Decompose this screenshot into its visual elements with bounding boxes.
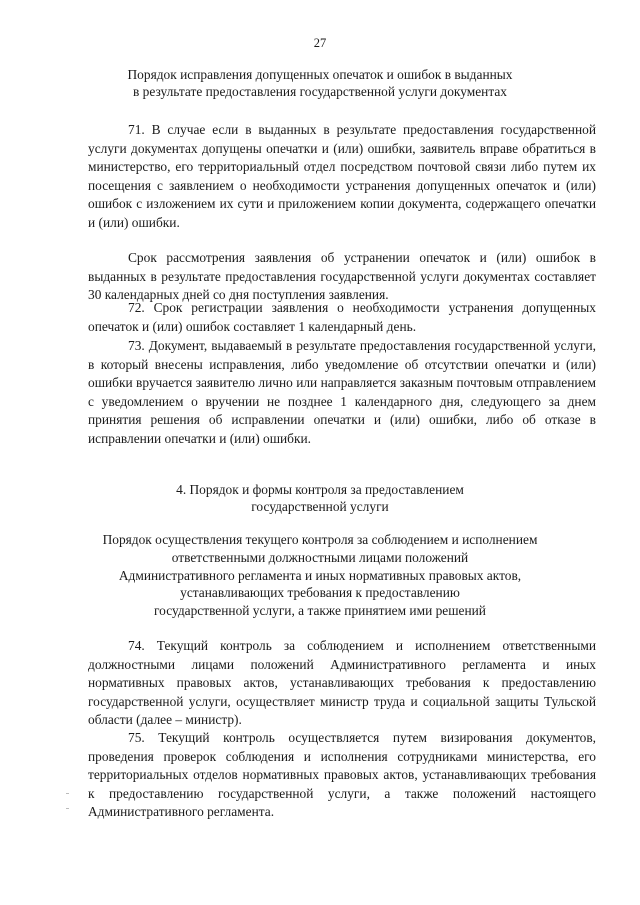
title-line: 4. Порядок и формы контроля за предоставлением (176, 482, 464, 497)
title-line: в результате предоставления государственной услуги документах (133, 84, 507, 100)
scan-speck (66, 793, 69, 794)
paragraph-74: 74. Текущий контроль за соблюдением и исполнением ответственными должностными лицами положений Административного регламента и иных нормативных правовых актов, устанавливающих требования к предоставлению государственной услуги, осуществляет министр труда и социальной защиты Тульской области (далее – министр). (88, 638, 596, 728)
section-title-control (0, 481, 640, 515)
section-title-current-control (0, 531, 640, 620)
paragraph-75: 75. Текущий контроль осуществляется путем визирования документов, проведения проверок соблюдения и исполнения сотрудниками министерства, его территориальных отделов нормативных правовых актов, устанавливающих требования к предоставлению государственной услуги, а также положений настоящего Административного регламента. (88, 730, 596, 820)
title-line: государственной услуги (251, 499, 389, 515)
paragraph-72: 72. Срок регистрации заявления о необходимости устранения допущенных опечаток и (или) ошибок составляет 1 календарный день. (88, 300, 596, 334)
paragraph-73: 73. Документ, выдаваемый в результате предоставления государственной услуги, в который внесены исправления, либо уведомление об отсутствии опечатки и (или) ошибки вручается заявителю лично или направляется заказным почтовым отправлением с уведомлением о вручении не позднее 1 календарного дня, следующего за днем принятия решения об исправлении опечатки и (или) ошибки, либо об отказе в исправлении опечатки и (или) ошибки. (88, 338, 596, 446)
title-line: Административного регламента и иных нормативных правовых актов, (118, 567, 522, 583)
title-line: Порядок осуществления текущего контроля за соблюдением и исполнением (102, 532, 538, 547)
scan-speck (66, 808, 69, 809)
page-number: 27 (313, 36, 327, 50)
title-line: Порядок исправления допущенных опечаток и ошибок в выданных (127, 67, 513, 82)
title-line: государственной услуги, а также принятием ими решений (154, 603, 486, 619)
paragraph-review-term: Срок рассмотрения заявления об устранении опечаток и (или) ошибок в выданных в результате предоставления государственной услуги документах составляет 30 календарных дней со дня поступления заявления. (88, 250, 596, 303)
section-title-corrections (0, 66, 640, 100)
title-line: устанавливающих требования к предоставлению (180, 585, 460, 601)
title-line: ответственными должностными лицами положений (171, 549, 469, 565)
paragraph-71: 71. В случае если в выданных в результате предоставления государственной услуги документах допущены опечатки и (или) ошибки, заявитель вправе обратиться в министерство, его территориальный отдел посредством почтовой связи либо путем их посещения с заявлением о необходимости устранения допущенных опечаток и (или) ошибок с изложением их сути и приложением копии документа, содержащего опечатки и (или) ошибки. (88, 122, 596, 230)
